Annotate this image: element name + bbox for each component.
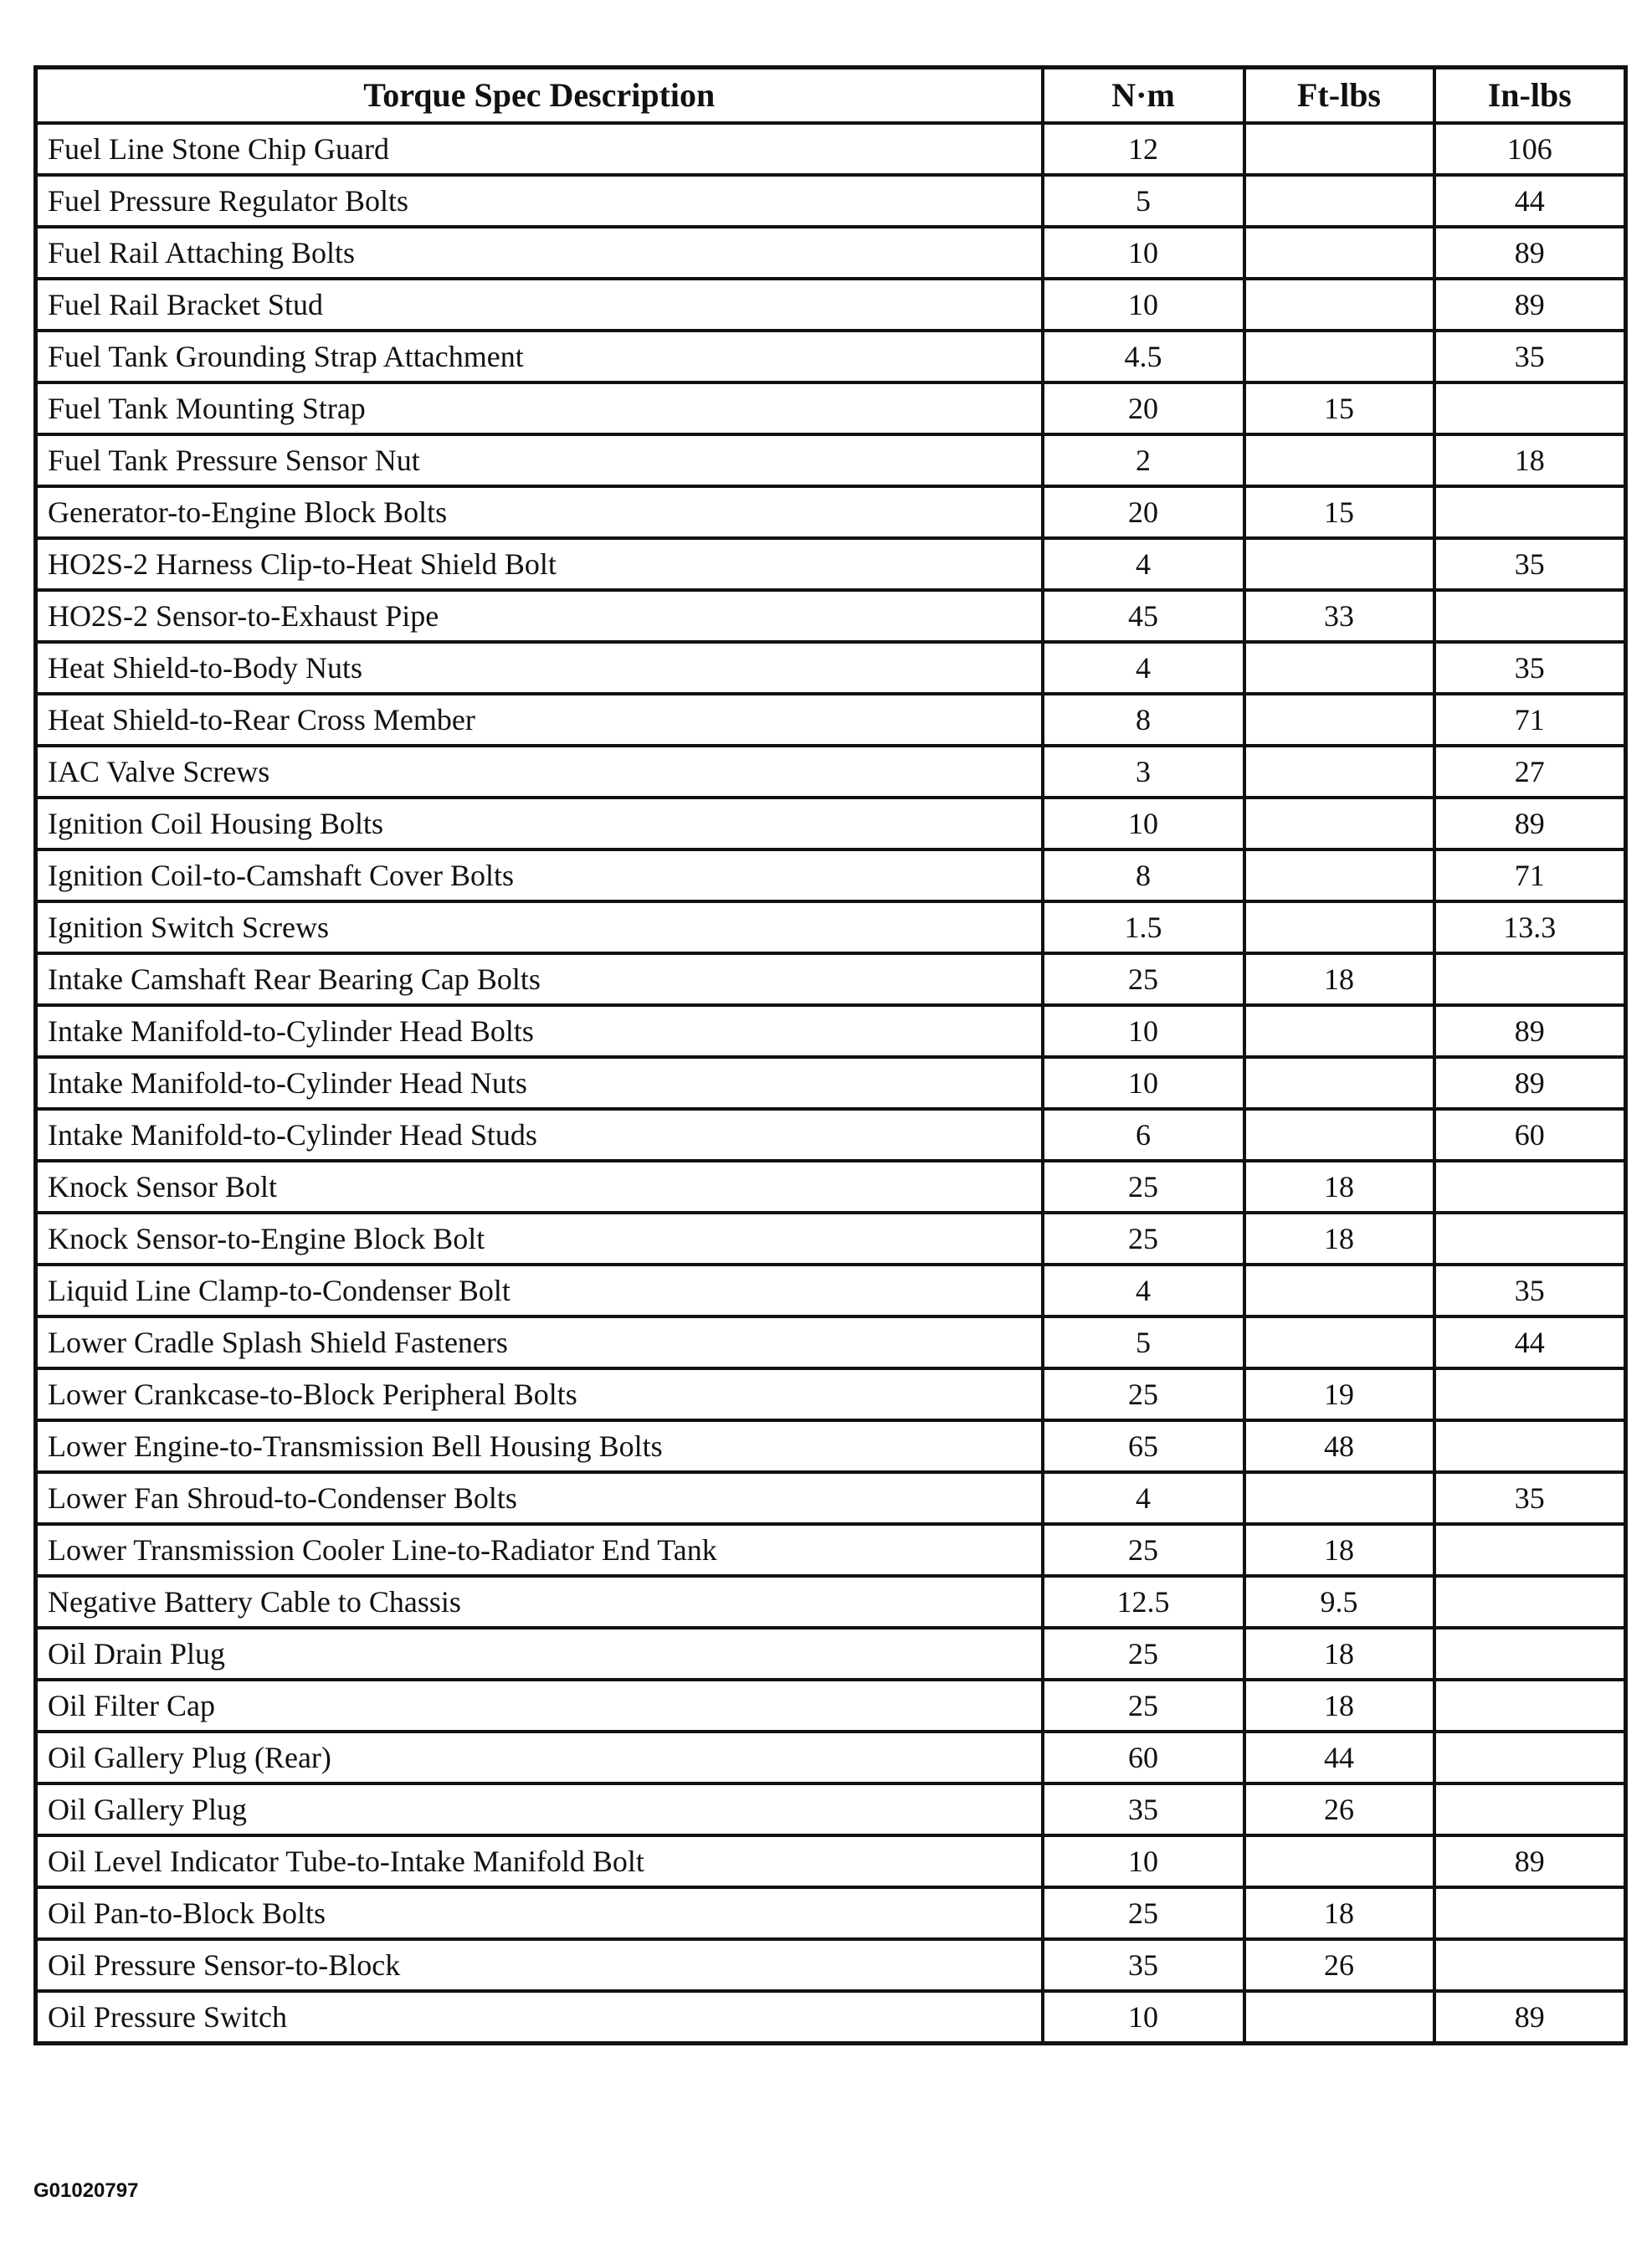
cell-in-lbs: 89: [1434, 1835, 1626, 1887]
cell-ft-lbs: [1244, 1316, 1434, 1368]
cell-description: Lower Engine-to-Transmission Bell Housing Bolts: [36, 1420, 1043, 1472]
cell-ft-lbs: [1244, 798, 1434, 849]
cell-description: Heat Shield-to-Rear Cross Member: [36, 694, 1043, 746]
table-row: [36, 1887, 1626, 1939]
cell-ft-lbs: 33: [1244, 590, 1434, 642]
table-row: [36, 1524, 1626, 1576]
table-header: [36, 68, 1626, 124]
table-row: [36, 849, 1626, 901]
cell-description: HO2S-2 Sensor-to-Exhaust Pipe: [36, 590, 1043, 642]
cell-description: Intake Manifold-to-Cylinder Head Nuts: [36, 1057, 1043, 1109]
cell-description: Lower Transmission Cooler Line-to-Radiator End Tank: [36, 1524, 1043, 1576]
cell-nm: 25: [1043, 1887, 1244, 1939]
cell-in-lbs: 35: [1434, 538, 1626, 590]
header-row: [36, 68, 1626, 124]
cell-in-lbs: [1434, 382, 1626, 434]
cell-nm: 20: [1043, 486, 1244, 538]
cell-nm: 5: [1043, 175, 1244, 227]
cell-description: Fuel Rail Bracket Stud: [36, 279, 1043, 331]
cell-ft-lbs: [1244, 1265, 1434, 1316]
cell-in-lbs: [1434, 1783, 1626, 1835]
cell-in-lbs: 89: [1434, 227, 1626, 279]
cell-in-lbs: [1434, 1628, 1626, 1680]
cell-in-lbs: [1434, 1524, 1626, 1576]
cell-description: Oil Filter Cap: [36, 1680, 1043, 1732]
cell-in-lbs: 44: [1434, 1316, 1626, 1368]
cell-nm: 4: [1043, 538, 1244, 590]
cell-nm: 8: [1043, 849, 1244, 901]
cell-ft-lbs: 18: [1244, 1628, 1434, 1680]
table-row: [36, 1265, 1626, 1316]
cell-nm: 25: [1043, 953, 1244, 1005]
header-nm: N·m: [1043, 68, 1244, 124]
table-row: [36, 382, 1626, 434]
table-row: [36, 1628, 1626, 1680]
table-row: [36, 486, 1626, 538]
cell-description: Oil Pan-to-Block Bolts: [36, 1887, 1043, 1939]
table-row: [36, 1005, 1626, 1057]
cell-nm: 12: [1043, 123, 1244, 175]
cell-nm: 10: [1043, 1835, 1244, 1887]
cell-nm: 60: [1043, 1732, 1244, 1783]
table-row: [36, 279, 1626, 331]
cell-description: Ignition Coil-to-Camshaft Cover Bolts: [36, 849, 1043, 901]
table-row: [36, 746, 1626, 798]
cell-ft-lbs: 18: [1244, 1680, 1434, 1732]
cell-nm: 25: [1043, 1161, 1244, 1213]
cell-description: Fuel Pressure Regulator Bolts: [36, 175, 1043, 227]
figure-id: G01020797: [33, 2179, 139, 2202]
cell-in-lbs: [1434, 486, 1626, 538]
cell-in-lbs: [1434, 953, 1626, 1005]
cell-description: Intake Manifold-to-Cylinder Head Studs: [36, 1109, 1043, 1161]
cell-nm: 25: [1043, 1524, 1244, 1576]
cell-in-lbs: 35: [1434, 1265, 1626, 1316]
cell-in-lbs: 89: [1434, 1057, 1626, 1109]
cell-ft-lbs: [1244, 1991, 1434, 2044]
cell-nm: 25: [1043, 1213, 1244, 1265]
cell-nm: 12.5: [1043, 1576, 1244, 1628]
cell-ft-lbs: 18: [1244, 1161, 1434, 1213]
cell-description: Oil Gallery Plug (Rear): [36, 1732, 1043, 1783]
cell-nm: 65: [1043, 1420, 1244, 1472]
cell-nm: 20: [1043, 382, 1244, 434]
cell-ft-lbs: 19: [1244, 1368, 1434, 1420]
table-row: [36, 901, 1626, 953]
cell-description: Intake Camshaft Rear Bearing Cap Bolts: [36, 953, 1043, 1005]
cell-ft-lbs: 26: [1244, 1939, 1434, 1991]
cell-in-lbs: 60: [1434, 1109, 1626, 1161]
cell-in-lbs: 13.3: [1434, 901, 1626, 953]
cell-in-lbs: [1434, 1213, 1626, 1265]
table-row: [36, 1316, 1626, 1368]
cell-nm: 45: [1043, 590, 1244, 642]
table-row: [36, 538, 1626, 590]
cell-ft-lbs: 18: [1244, 1213, 1434, 1265]
cell-ft-lbs: 15: [1244, 382, 1434, 434]
cell-nm: 10: [1043, 227, 1244, 279]
cell-description: Oil Gallery Plug: [36, 1783, 1043, 1835]
table-row: [36, 694, 1626, 746]
table-row: [36, 1732, 1626, 1783]
cell-ft-lbs: [1244, 279, 1434, 331]
table-row: [36, 798, 1626, 849]
cell-ft-lbs: 44: [1244, 1732, 1434, 1783]
cell-nm: 4: [1043, 642, 1244, 694]
cell-description: Fuel Tank Pressure Sensor Nut: [36, 434, 1043, 486]
cell-description: Fuel Tank Grounding Strap Attachment: [36, 331, 1043, 382]
cell-description: Heat Shield-to-Body Nuts: [36, 642, 1043, 694]
cell-ft-lbs: [1244, 1472, 1434, 1524]
cell-in-lbs: 89: [1434, 798, 1626, 849]
cell-in-lbs: 18: [1434, 434, 1626, 486]
cell-description: HO2S-2 Harness Clip-to-Heat Shield Bolt: [36, 538, 1043, 590]
table-row: [36, 331, 1626, 382]
table-row: [36, 953, 1626, 1005]
table-row: [36, 1161, 1626, 1213]
cell-in-lbs: 27: [1434, 746, 1626, 798]
cell-in-lbs: 71: [1434, 694, 1626, 746]
table-row: [36, 1368, 1626, 1420]
cell-ft-lbs: 18: [1244, 1524, 1434, 1576]
header-in-lbs: In-lbs: [1434, 68, 1626, 124]
cell-description: Oil Pressure Sensor-to-Block: [36, 1939, 1043, 1991]
cell-ft-lbs: [1244, 175, 1434, 227]
cell-in-lbs: 89: [1434, 1005, 1626, 1057]
table-row: [36, 175, 1626, 227]
table-row: [36, 434, 1626, 486]
cell-ft-lbs: [1244, 1109, 1434, 1161]
table-row: [36, 227, 1626, 279]
cell-ft-lbs: [1244, 123, 1434, 175]
cell-nm: 35: [1043, 1939, 1244, 1991]
header-description: Torque Spec Description: [36, 68, 1043, 124]
header-ft-lbs: Ft-lbs: [1244, 68, 1434, 124]
cell-description: Oil Level Indicator Tube-to-Intake Manifold Bolt: [36, 1835, 1043, 1887]
table-row: [36, 1783, 1626, 1835]
cell-ft-lbs: [1244, 1005, 1434, 1057]
cell-in-lbs: [1434, 1887, 1626, 1939]
table-row: [36, 1576, 1626, 1628]
cell-description: Lower Crankcase-to-Block Peripheral Bolts: [36, 1368, 1043, 1420]
cell-ft-lbs: [1244, 694, 1434, 746]
cell-description: IAC Valve Screws: [36, 746, 1043, 798]
cell-nm: 10: [1043, 279, 1244, 331]
cell-description: Oil Pressure Switch: [36, 1991, 1043, 2044]
cell-ft-lbs: [1244, 227, 1434, 279]
cell-nm: 1.5: [1043, 901, 1244, 953]
cell-ft-lbs: [1244, 746, 1434, 798]
cell-in-lbs: [1434, 1680, 1626, 1732]
cell-in-lbs: 44: [1434, 175, 1626, 227]
cell-nm: 25: [1043, 1680, 1244, 1732]
cell-in-lbs: 89: [1434, 1991, 1626, 2044]
cell-description: Ignition Coil Housing Bolts: [36, 798, 1043, 849]
cell-nm: 25: [1043, 1628, 1244, 1680]
cell-in-lbs: [1434, 1939, 1626, 1991]
cell-nm: 4: [1043, 1472, 1244, 1524]
cell-ft-lbs: 48: [1244, 1420, 1434, 1472]
table-row: [36, 123, 1626, 175]
table-row: [36, 1680, 1626, 1732]
cell-ft-lbs: 26: [1244, 1783, 1434, 1835]
cell-description: Generator-to-Engine Block Bolts: [36, 486, 1043, 538]
cell-ft-lbs: [1244, 901, 1434, 953]
cell-ft-lbs: [1244, 849, 1434, 901]
cell-ft-lbs: 18: [1244, 953, 1434, 1005]
cell-nm: 5: [1043, 1316, 1244, 1368]
cell-nm: 10: [1043, 1005, 1244, 1057]
cell-in-lbs: 71: [1434, 849, 1626, 901]
table-row: [36, 590, 1626, 642]
cell-ft-lbs: [1244, 538, 1434, 590]
table-row: [36, 642, 1626, 694]
cell-nm: 6: [1043, 1109, 1244, 1161]
cell-nm: 10: [1043, 1991, 1244, 2044]
cell-description: Fuel Line Stone Chip Guard: [36, 123, 1043, 175]
cell-ft-lbs: [1244, 642, 1434, 694]
cell-in-lbs: [1434, 1732, 1626, 1783]
cell-nm: 8: [1043, 694, 1244, 746]
cell-nm: 4: [1043, 1265, 1244, 1316]
cell-ft-lbs: [1244, 434, 1434, 486]
cell-nm: 35: [1043, 1783, 1244, 1835]
cell-nm: 2: [1043, 434, 1244, 486]
table-row: [36, 1991, 1626, 2044]
table-row: [36, 1213, 1626, 1265]
table-row: [36, 1057, 1626, 1109]
cell-description: Intake Manifold-to-Cylinder Head Bolts: [36, 1005, 1043, 1057]
cell-in-lbs: 35: [1434, 331, 1626, 382]
cell-in-lbs: [1434, 1420, 1626, 1472]
cell-nm: 10: [1043, 798, 1244, 849]
cell-ft-lbs: 15: [1244, 486, 1434, 538]
cell-in-lbs: [1434, 1368, 1626, 1420]
table-body: [36, 123, 1626, 2044]
cell-in-lbs: [1434, 1576, 1626, 1628]
cell-nm: 3: [1043, 746, 1244, 798]
cell-description: Ignition Switch Screws: [36, 901, 1043, 953]
cell-in-lbs: 35: [1434, 1472, 1626, 1524]
cell-nm: 10: [1043, 1057, 1244, 1109]
table-row: [36, 1939, 1626, 1991]
cell-ft-lbs: [1244, 1835, 1434, 1887]
cell-ft-lbs: 9.5: [1244, 1576, 1434, 1628]
cell-ft-lbs: [1244, 331, 1434, 382]
cell-description: Knock Sensor Bolt: [36, 1161, 1043, 1213]
torque-spec-table: [33, 65, 1628, 2045]
table-row: [36, 1109, 1626, 1161]
table-row: [36, 1472, 1626, 1524]
cell-in-lbs: [1434, 1161, 1626, 1213]
cell-nm: 25: [1043, 1368, 1244, 1420]
cell-description: Lower Fan Shroud-to-Condenser Bolts: [36, 1472, 1043, 1524]
cell-description: Fuel Tank Mounting Strap: [36, 382, 1043, 434]
cell-description: Oil Drain Plug: [36, 1628, 1043, 1680]
table-row: [36, 1835, 1626, 1887]
cell-in-lbs: 106: [1434, 123, 1626, 175]
cell-description: Liquid Line Clamp-to-Condenser Bolt: [36, 1265, 1043, 1316]
cell-description: Knock Sensor-to-Engine Block Bolt: [36, 1213, 1043, 1265]
torque-spec-sheet: [33, 65, 1624, 2045]
cell-ft-lbs: [1244, 1057, 1434, 1109]
cell-in-lbs: 89: [1434, 279, 1626, 331]
cell-description: Fuel Rail Attaching Bolts: [36, 227, 1043, 279]
cell-in-lbs: 35: [1434, 642, 1626, 694]
cell-ft-lbs: 18: [1244, 1887, 1434, 1939]
cell-description: Lower Cradle Splash Shield Fasteners: [36, 1316, 1043, 1368]
cell-description: Negative Battery Cable to Chassis: [36, 1576, 1043, 1628]
cell-in-lbs: [1434, 590, 1626, 642]
table-row: [36, 1420, 1626, 1472]
cell-nm: 4.5: [1043, 331, 1244, 382]
